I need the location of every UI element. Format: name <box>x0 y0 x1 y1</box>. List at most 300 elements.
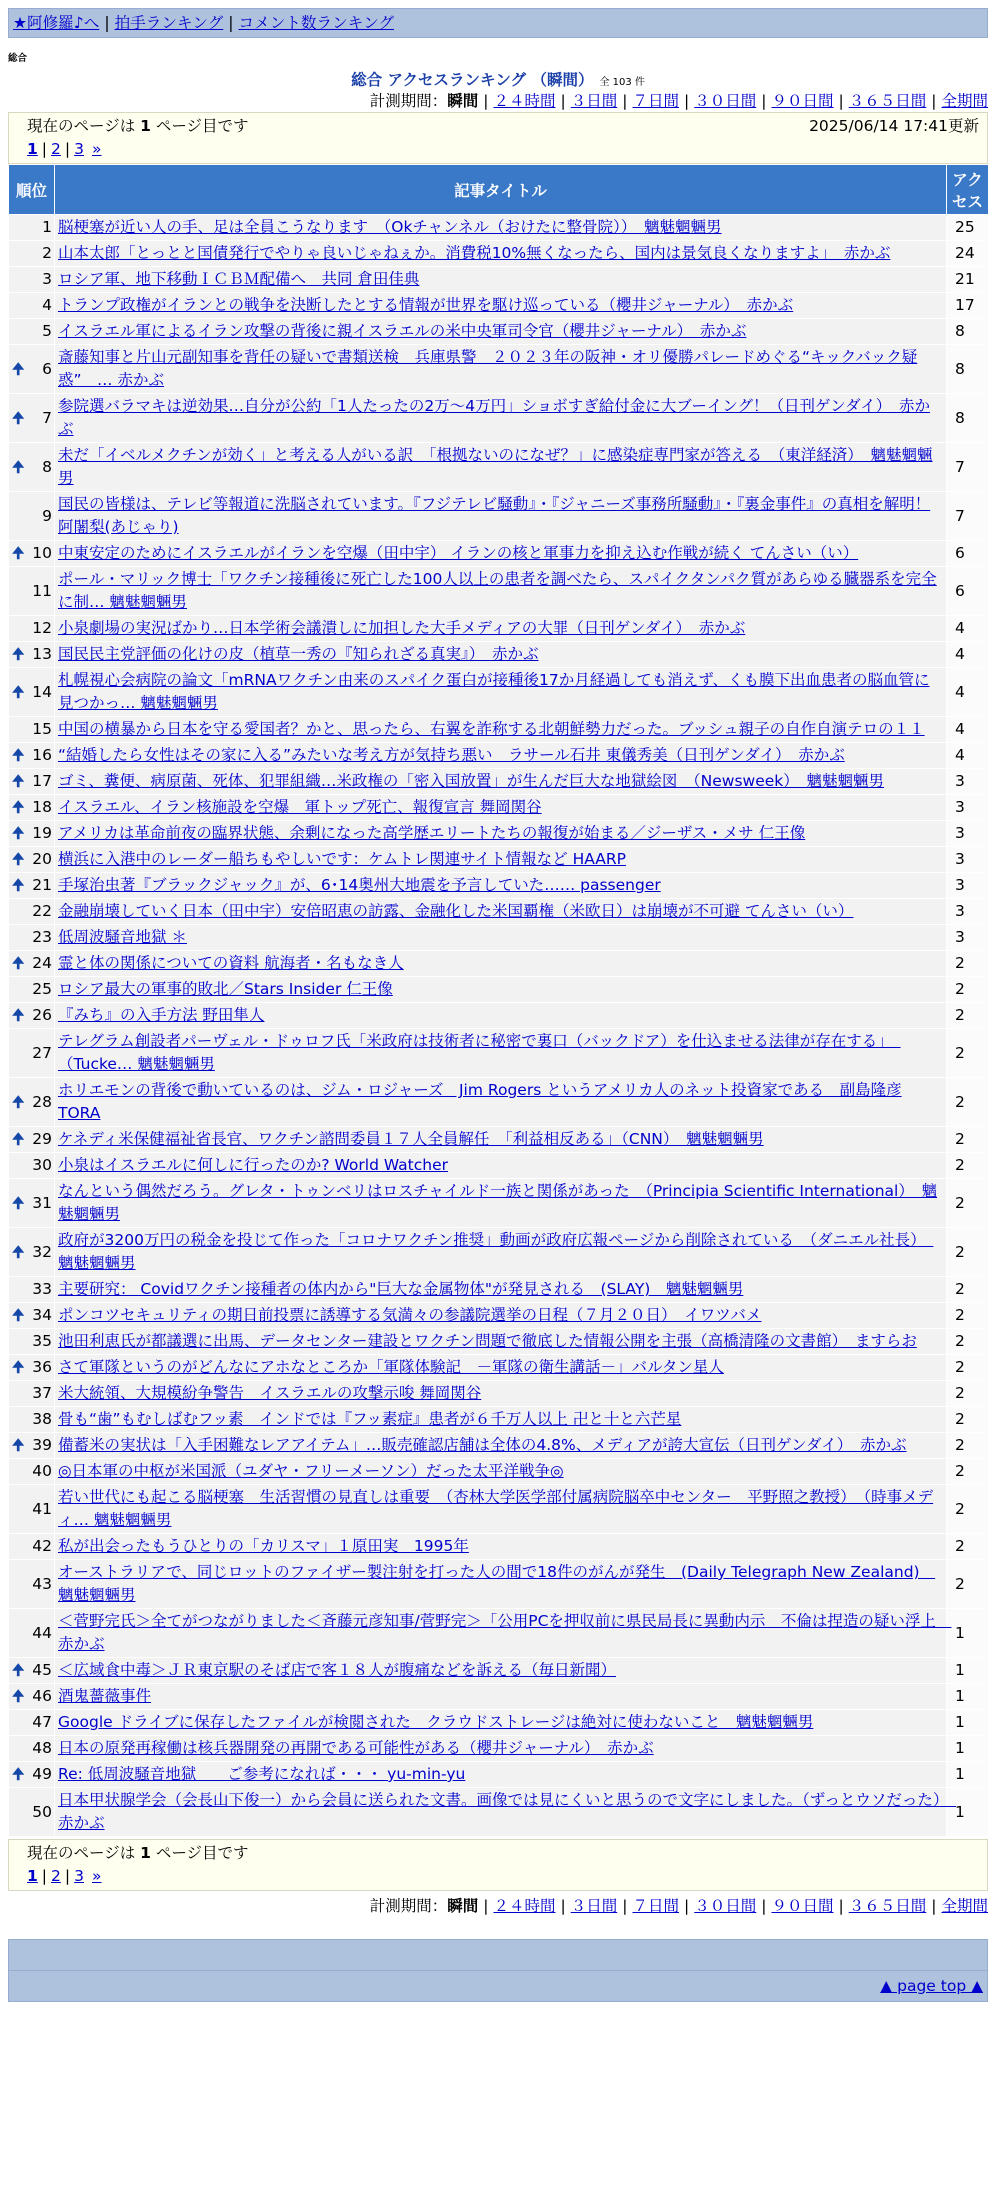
rank-number: 37 <box>32 1384 52 1402</box>
rank-cell <box>9 795 55 821</box>
rank-number: 1 <box>42 218 52 236</box>
title-cell <box>55 821 947 847</box>
rank-cell <box>9 215 55 241</box>
title-cell <box>55 1560 947 1609</box>
title-cell <box>55 1153 947 1179</box>
table-row <box>9 1381 989 1407</box>
table-row <box>9 293 989 319</box>
access-count: 7 <box>947 492 989 541</box>
rank-number: 41 <box>32 1499 52 1518</box>
title-cell <box>55 492 947 541</box>
rank-number: 40 <box>32 1462 52 1480</box>
rank-up-arrow-icon: 🠉 <box>12 1130 25 1148</box>
title-cell <box>55 1127 947 1153</box>
rank-number: 18 <box>32 798 52 816</box>
rank-up-arrow-icon: 🠉 <box>12 1765 25 1783</box>
rank-up-arrow-icon: 🠉 <box>12 1661 25 1679</box>
title-cell <box>55 394 947 443</box>
title-cell <box>55 1003 947 1029</box>
period-link[interactable]: ３日間 <box>570 1897 618 1915</box>
nav-link-asyura[interactable]: ★阿修羅♪へ <box>13 14 100 32</box>
title-cell <box>55 1710 947 1736</box>
title-cell <box>55 1762 947 1788</box>
rank-number: 19 <box>32 824 52 842</box>
rank-number: 29 <box>32 1130 52 1148</box>
period-link[interactable]: ３６５日間 <box>848 92 927 110</box>
page-title-text: 総合 アクセスランキング （瞬間） <box>351 71 594 89</box>
article-link[interactable]: 低周波騒音地獄 ＊ <box>58 928 187 946</box>
rank-cell <box>9 925 55 951</box>
title-cell <box>55 1329 947 1355</box>
rank-number: 9 <box>42 506 52 525</box>
rank-up-arrow-icon: 🠉 <box>12 682 25 701</box>
table-row <box>9 717 989 743</box>
rank-cell <box>9 847 55 873</box>
rank-cell <box>9 1485 55 1534</box>
updated-timestamp: 2025/06/14 17:41更新 <box>809 117 979 135</box>
rank-cell <box>9 1029 55 1078</box>
article-link[interactable]: 中国の横暴から日本を守る愛国者？かと、思ったら、右翼を詐称する北朝鮮勢力だった。ブッシュ親子の自作自演テロの１１ <box>58 720 925 738</box>
article-link[interactable]: ホリエモンの背後で動いているのは、ジム・ロジャーズ Jim Rogers というアメリカ人のネット投資家である 副島隆彦 TORA <box>58 1081 902 1122</box>
title-cell <box>55 847 947 873</box>
article-link[interactable]: ロシア最大の軍事的敗北／Stars Insider 仁王像 <box>58 980 393 998</box>
access-count: 21 <box>947 267 989 293</box>
table-row <box>9 345 989 394</box>
period-separator: | <box>684 1897 690 1915</box>
rank-number: 25 <box>32 980 52 998</box>
period-link[interactable]: ３０日間 <box>694 1897 757 1915</box>
pagination-box-bottom <box>8 1839 988 1891</box>
access-count: 2 <box>947 1029 989 1078</box>
access-count: 2 <box>947 1534 989 1560</box>
rank-number: 27 <box>32 1043 52 1062</box>
rank-number: 42 <box>32 1537 52 1555</box>
article-link[interactable]: ポール・マリック博士「ワクチン接種後に死亡した100人以上の患者を調べたら、スパイクタンパク質があらゆる臓器系を完全に制… 魑魅魍魎男 <box>58 570 937 611</box>
rank-number: 43 <box>32 1574 52 1593</box>
access-count: 2 <box>947 1303 989 1329</box>
article-link[interactable]: ＜広域食中毒＞ＪＲ東京駅のそば店で客１８人が腹痛などを訴える（毎日新聞） <box>58 1661 617 1679</box>
pager: 1 | 2 | 3 » <box>27 1867 102 1885</box>
access-count: 3 <box>947 925 989 951</box>
title-cell <box>55 267 947 293</box>
access-count: 1 <box>947 1762 989 1788</box>
access-count: 8 <box>947 319 989 345</box>
header-title: 記事タイトル <box>55 165 947 215</box>
rank-number: 2 <box>42 244 52 262</box>
access-count: 2 <box>947 1329 989 1355</box>
table-row <box>9 1003 989 1029</box>
nav-link-clap-ranking[interactable]: 拍手ランキング <box>114 14 224 32</box>
rank-cell <box>9 977 55 1003</box>
rank-cell <box>9 642 55 668</box>
rank-number: 17 <box>32 772 52 790</box>
title-cell <box>55 616 947 642</box>
access-count: 2 <box>947 951 989 977</box>
table-row <box>9 899 989 925</box>
period-label: 計測期間： <box>369 1897 448 1915</box>
rank-up-arrow-icon: 🠉 <box>12 1306 25 1324</box>
table-row <box>9 1303 989 1329</box>
pager-current[interactable]: 1 <box>27 1867 38 1885</box>
article-link[interactable]: ◎日本軍の中枢が米国派（ユダヤ・フリーメーソン）だった太平洋戦争◎ <box>58 1462 564 1480</box>
period-link[interactable]: ２４時間 <box>493 1897 556 1915</box>
access-count: 4 <box>947 642 989 668</box>
access-count: 2 <box>947 1407 989 1433</box>
article-link[interactable]: “結婚したら女性はその家に入る”みたいな考え方が気持ち悪い ラサール石井 東儀秀美（日刊ゲンダイ） 赤かぶ <box>58 746 845 764</box>
access-count: 3 <box>947 795 989 821</box>
period-link[interactable]: 全期間 <box>941 92 988 110</box>
article-link[interactable]: なんという偶然だろう。グレタ・トゥンベリはロスチャイルド一族と関係があった （Principia Scientific International） 魑魅魍魎男 <box>58 1182 938 1223</box>
period-separator: | <box>560 1897 566 1915</box>
rank-number: 47 <box>32 1713 52 1731</box>
rank-up-arrow-icon: 🠉 <box>12 645 25 663</box>
title-cell <box>55 642 947 668</box>
table-row <box>9 1277 989 1303</box>
title-cell <box>55 717 947 743</box>
access-count: 6 <box>947 541 989 567</box>
rank-number: 38 <box>32 1410 52 1428</box>
access-count: 8 <box>947 394 989 443</box>
table-row <box>9 1228 989 1277</box>
rank-up-arrow-icon: 🠉 <box>12 824 25 842</box>
rank-number: 20 <box>32 850 52 868</box>
article-link[interactable]: 私が出会ったもうひとりの「カリスマ」１原田実 1995年 <box>58 1537 469 1555</box>
breadcrumb: 総合 <box>8 53 28 64</box>
period-separator: | <box>560 92 566 110</box>
rank-number: 30 <box>32 1156 52 1174</box>
rank-up-arrow-icon: 🠉 <box>12 876 25 894</box>
table-row <box>9 1459 989 1485</box>
article-link[interactable]: Re: 低周波騒音地獄 ご参考になれば・・・ yu-min-yu <box>58 1765 466 1783</box>
rank-up-arrow-icon: 🠉 <box>12 798 25 816</box>
title-cell <box>55 567 947 616</box>
nav-link-comment-ranking[interactable]: コメント数ランキング <box>238 14 395 32</box>
title-cell <box>55 1303 947 1329</box>
rank-number: 24 <box>32 954 52 972</box>
pager-next[interactable]: » <box>92 1867 102 1885</box>
period-link[interactable]: ７日間 <box>632 92 679 110</box>
rank-number: 32 <box>32 1242 52 1261</box>
article-link[interactable]: 国民の皆様は、テレビ等報道に洗脳されています。『フジテレビ騒動』・『ジャニーズ事務所騒動』・『裏金事件』の真相を解明！ 阿闍梨(あじゃり) <box>58 495 931 536</box>
article-link[interactable]: 中東安定のためにイスラエルがイランを空爆（田中宇） イランの核と軍事力を抑え込む作戦が続く てんさい（い） <box>58 544 859 562</box>
article-link[interactable]: ゴミ、糞便、病原菌、死体、犯罪組織…米政権の「密入国放置」が生んだ巨大な地獄絵図 （Newsweek） 魑魅魍魎男 <box>58 772 884 790</box>
access-count: 25 <box>947 215 989 241</box>
period-current: 瞬間 <box>447 1897 479 1915</box>
title-cell <box>55 1658 947 1684</box>
table-row <box>9 1078 989 1127</box>
table-row <box>9 443 989 492</box>
table-row <box>9 642 989 668</box>
pager-page-2[interactable]: 2 <box>51 1867 61 1885</box>
access-count: 2 <box>947 1228 989 1277</box>
pager-page-3[interactable]: 3 <box>74 140 85 158</box>
access-count: 2 <box>947 1355 989 1381</box>
access-count: 2 <box>947 1433 989 1459</box>
period-selector-top <box>8 90 988 112</box>
article-link[interactable]: オーストラリアで、同じロットのファイザー製注射を打った人の間で18件のがんが発生 (Daily Telegraph New Zealand) 魑魅魍魎男 <box>58 1563 936 1604</box>
table-row <box>9 1762 989 1788</box>
pager-page-3[interactable]: 3 <box>74 1867 85 1885</box>
article-link[interactable]: アメリカは革命前夜の臨界状態、余剰になった高学歴エリートたちの報復が始まる／ジーザス・メサ 仁王像 <box>58 824 806 842</box>
article-link[interactable]: 札幌視心会病院の論文「mRNAワクチン由来のスパイク蛋白が接種後17か月経過しても消えず、くも膜下出血患者の脳血管に見つかっ… 魑魅魍魎男 <box>58 671 930 712</box>
article-link[interactable]: ロシア軍、地下移動ＩＣＢＭ配備へ 共同 倉田佳典 <box>58 270 420 288</box>
article-link[interactable]: 斎藤知事と片山元副知事を背任の疑いで書類送検 兵庫県警 ２０２３年の阪神・オリ優勝パレードめぐる“キックバック疑惑” … 赤かぶ <box>58 348 918 389</box>
rank-up-arrow-icon: 🠉 <box>12 1193 25 1212</box>
rank-cell <box>9 1658 55 1684</box>
period-separator: | <box>761 92 767 110</box>
table-row <box>9 1736 989 1762</box>
article-link[interactable]: ＜菅野完氏＞全てがつながりました＜斉藤元彦知事/菅野完＞「公用PCを押収前に県民局長に異動内示 不倫は捏造の疑い浮上 赤かぶ <box>58 1612 952 1653</box>
table-row <box>9 1788 989 1837</box>
rank-cell <box>9 293 55 319</box>
rank-up-arrow-icon: 🠉 <box>12 1436 25 1454</box>
rank-up-arrow-icon: 🠉 <box>12 1242 25 1261</box>
table-row <box>9 873 989 899</box>
title-cell <box>55 977 947 1003</box>
item-count: 全 103 件 <box>599 77 645 88</box>
rank-number: 21 <box>32 876 52 894</box>
page-top-link[interactable]: ▲ page top ▲ <box>880 1977 983 1995</box>
title-cell <box>55 1407 947 1433</box>
article-link[interactable]: 小泉劇場の実況ばかり…日本学術会議潰しに加担した大手メディアの大罪（日刊ゲンダイ） 赤かぶ <box>58 619 746 637</box>
table-row <box>9 925 989 951</box>
rank-cell <box>9 1381 55 1407</box>
period-selector-bottom <box>8 1895 988 1917</box>
table-row <box>9 1153 989 1179</box>
article-link[interactable]: 金融崩壊していく日本（田中宇）安倍昭恵の訪露、金融化した米国覇権（米欧日）は崩壊が不可避 てんさい（い） <box>58 902 854 920</box>
rank-cell <box>9 951 55 977</box>
rank-cell <box>9 1534 55 1560</box>
rank-cell <box>9 1003 55 1029</box>
access-count: 2 <box>947 1381 989 1407</box>
access-count: 1 <box>947 1710 989 1736</box>
period-separator: | <box>684 92 690 110</box>
rank-up-arrow-icon: 🠉 <box>12 772 25 790</box>
article-link[interactable]: 参院選バラマキは逆効果…自分が公約「1人たったの2万〜4万円」ショボすぎ給付金に大ブーイング！（日刊ゲンダイ） 赤かぶ <box>58 397 931 438</box>
rank-up-arrow-icon: 🠉 <box>12 359 25 378</box>
article-link[interactable]: 若い世代にも起こる脳梗塞 生活習慣の見直しは重要 （杏林大学医学部付属病院脳卒中センター 平野照之教授） （時事メディ… 魑魅魍魎男 <box>58 1488 934 1529</box>
period-link[interactable]: ３６５日間 <box>848 1897 927 1915</box>
rank-number: 15 <box>32 720 52 738</box>
article-link[interactable]: 小泉はイスラエルに何しに行ったのか? World Watcher <box>58 1156 449 1174</box>
ranking-table <box>8 164 989 1837</box>
rank-up-arrow-icon: 🠉 <box>12 1092 25 1111</box>
access-count: 2 <box>947 1179 989 1228</box>
rank-number: 26 <box>32 1006 52 1024</box>
pager: 1 | 2 | 3 » <box>27 140 102 158</box>
rank-up-arrow-icon: 🠉 <box>12 850 25 868</box>
rank-number: 6 <box>42 359 52 378</box>
rank-cell <box>9 1433 55 1459</box>
title-cell <box>55 293 947 319</box>
article-link[interactable]: 日本の原発再稼働は核兵器開発の再開である可能性がある（櫻井ジャーナル） 赤かぶ <box>58 1739 654 1757</box>
title-cell <box>55 1788 957 1837</box>
rank-cell <box>9 1407 55 1433</box>
article-link[interactable]: 主要研究： Covidワクチン接種者の体内から"巨大な金属物体"が発見される (SLAY) 魑魅魍魎男 <box>58 1280 744 1298</box>
article-link[interactable]: 『みち』の入手方法 野田隼人 <box>58 1006 265 1024</box>
title-cell <box>55 1381 947 1407</box>
article-link[interactable]: 政府が3200万円の税金を投じて作った「コロナワクチン推奨」動画が政府広報ページから削除されている （ダニエル社長） 魑魅魍魎男 <box>58 1231 934 1272</box>
article-link[interactable]: イスラエル軍によるイラン攻撃の背後に親イスラエルの米中央軍司令官（櫻井ジャーナル） 赤かぶ <box>58 322 747 340</box>
access-count: 24 <box>947 241 989 267</box>
title-cell <box>55 1029 947 1078</box>
rank-cell <box>9 717 55 743</box>
top-nav-bar <box>8 8 988 38</box>
rank-number: 7 <box>42 408 52 427</box>
rank-cell <box>9 616 55 642</box>
nav-separator: | <box>104 14 110 32</box>
header-access: アクセス <box>947 165 989 215</box>
table-row <box>9 847 989 873</box>
article-link[interactable]: 山本太郎「とっとと国債発行でやりゃ良いじゃねぇか。消費税10%無くなったら、国内は景気良くなりますよ」 赤かぶ <box>58 244 891 262</box>
rank-cell <box>9 1560 55 1609</box>
rank-cell <box>9 492 55 541</box>
article-link[interactable]: 未だ「イベルメクチンが効く」と考える人がいる訳 「根拠ないのになぜ？」に感染症専門家が答える （東洋経済） 魑魅魍魎男 <box>58 446 933 487</box>
table-row <box>9 616 989 642</box>
access-count: 2 <box>947 1078 989 1127</box>
rank-cell <box>9 267 55 293</box>
title-cell <box>55 541 947 567</box>
rank-number: 34 <box>32 1306 52 1324</box>
period-link[interactable]: ３日間 <box>570 92 618 110</box>
article-link[interactable]: 国民民主党評価の化けの皮（植草一秀の『知られざる真実』） 赤かぶ <box>58 645 539 663</box>
table-row <box>9 1029 989 1078</box>
table-row <box>9 821 989 847</box>
article-link[interactable]: 池田利恵氏が都議選に出馬、データセンター建設とワクチン問題で徹底した情報公開を主張（高橋清隆の文書館） ますらお <box>58 1332 917 1350</box>
rank-number: 14 <box>32 682 52 701</box>
rank-up-arrow-icon: 🠉 <box>12 1006 25 1024</box>
table-row <box>9 668 989 717</box>
article-link[interactable]: ポンコツセキュリティの期日前投票に誘導する気満々の参議院選挙の日程（７月２０日） イワツバメ <box>58 1306 762 1324</box>
rank-number: 46 <box>32 1687 52 1705</box>
article-link[interactable]: トランプ政権がイランとの戦争を決断したとする情報が世界を駆け巡っている（櫻井ジャーナル） 赤かぶ <box>58 296 794 314</box>
rank-cell <box>9 1078 55 1127</box>
article-link[interactable]: 備蓄米の実状は「入手困難なレアアイテム」…販売確認店舗は全体の4.8%、メディアが誇大宣伝（日刊ゲンダイ） 赤かぶ <box>58 1436 907 1454</box>
access-count: 2 <box>947 1127 989 1153</box>
title-cell <box>55 1485 947 1534</box>
rank-number: 36 <box>32 1358 52 1376</box>
table-row <box>9 541 989 567</box>
rank-number: 49 <box>32 1765 52 1783</box>
rank-cell <box>9 769 55 795</box>
article-link[interactable]: 脳梗塞が近い人の手、足は全員こうなります （Okチャンネル（おけたに整骨院）） 魑魅魍魎男 <box>58 218 722 236</box>
rank-cell <box>9 394 55 443</box>
period-link[interactable]: ３０日間 <box>694 92 757 110</box>
title-cell <box>55 873 947 899</box>
access-count: 1 <box>947 1658 989 1684</box>
table-row <box>9 769 989 795</box>
article-link[interactable]: ケネディ米保健福祉省長官、ワクチン諮問委員１７人全員解任 「利益相反ある」（CNN） 魑魅魍魎男 <box>58 1130 764 1148</box>
pager-next[interactable]: » <box>92 140 102 158</box>
access-count: 2 <box>947 1153 989 1179</box>
rank-cell <box>9 1609 55 1658</box>
period-link[interactable]: 全期間 <box>941 1897 988 1915</box>
rank-cell <box>9 821 55 847</box>
article-link[interactable]: イスラエル、イラン核施設を空爆 軍トップ死亡、報復宣言 舞岡関谷 <box>58 798 542 816</box>
rank-cell <box>9 567 55 616</box>
access-count: 8 <box>947 345 989 394</box>
period-current: 瞬間 <box>447 92 479 110</box>
access-count: 4 <box>947 717 989 743</box>
article-link[interactable]: 米大統領、大規模紛争警告 イスラエルの攻撃示唆 舞岡関谷 <box>58 1384 482 1402</box>
period-link[interactable]: ９０日間 <box>771 92 834 110</box>
table-row <box>9 977 989 1003</box>
rank-cell <box>9 1277 55 1303</box>
article-link[interactable]: 骨も“歯”もむしばむフッ素 インドでは『フッ素症』患者が６千万人以上 卍と十と六芒星 <box>58 1410 682 1428</box>
article-link[interactable]: 酒鬼薔薇事件 <box>58 1687 152 1705</box>
table-row <box>9 743 989 769</box>
access-count: 7 <box>947 443 989 492</box>
rank-cell <box>9 443 55 492</box>
article-link[interactable]: さて軍隊というのがどんなにアホなところか「軍隊体験記 －軍隊の衛生講話－」バルタン星人 <box>58 1358 724 1376</box>
rank-cell <box>9 1736 55 1762</box>
title-cell <box>55 899 947 925</box>
pager-page-2[interactable]: 2 <box>51 140 61 158</box>
period-link[interactable]: ９０日間 <box>771 1897 834 1915</box>
access-count: 2 <box>947 1560 989 1609</box>
article-link[interactable]: 霊と体の関係についての資料 航海者・名もなき人 <box>58 954 404 972</box>
rank-cell <box>9 1762 55 1788</box>
rank-number: 44 <box>32 1623 52 1642</box>
period-link[interactable]: ７日間 <box>632 1897 679 1915</box>
article-link[interactable]: 日本甲状腺学会（会長山下俊一）から会員に送られた文書。画像では見にくいと思うので文字にしました。（ずっとウソだった） 赤かぶ <box>58 1791 957 1832</box>
title-cell <box>55 443 947 492</box>
rank-cell <box>9 743 55 769</box>
rank-cell <box>9 1684 55 1710</box>
title-cell <box>55 743 947 769</box>
rank-number: 33 <box>32 1280 52 1298</box>
title-cell <box>55 1609 952 1658</box>
table-row <box>9 492 989 541</box>
period-separator: | <box>483 1897 489 1915</box>
rank-number: 11 <box>32 581 52 600</box>
title-cell <box>55 1534 947 1560</box>
title-cell <box>55 1179 947 1228</box>
title-cell <box>55 241 947 267</box>
rank-up-arrow-icon: 🠉 <box>12 408 25 427</box>
access-count: 4 <box>947 616 989 642</box>
period-separator: | <box>931 1897 937 1915</box>
article-link[interactable]: Google ドライブに保存したファイルが検閲された クラウドストレージは絶対に使わないこと 魑魅魍魎男 <box>58 1713 814 1731</box>
article-link[interactable]: 横浜に入港中のレーダー船ちもやしいです：ケムトレ関連サイト情報など HAARP <box>58 850 626 868</box>
rank-cell <box>9 1355 55 1381</box>
rank-cell <box>9 1127 55 1153</box>
pager-current[interactable]: 1 <box>27 140 38 158</box>
rank-cell <box>9 1788 55 1837</box>
rank-cell <box>9 1329 55 1355</box>
rank-up-arrow-icon: 🠉 <box>12 1687 25 1705</box>
article-link[interactable]: テレグラム創設者パーヴェル・ドゥロフ氏「米政府は技術者に秘密で裏口（バックドア）を仕込ませる法律が存在する」 （Tucke… 魑魅魍魎男 <box>58 1032 901 1073</box>
rank-cell <box>9 1303 55 1329</box>
title-cell <box>55 1277 947 1303</box>
table-row <box>9 1433 989 1459</box>
table-row <box>9 1534 989 1560</box>
table-row <box>9 567 989 616</box>
rank-number: 12 <box>32 619 52 637</box>
rank-number: 5 <box>42 322 52 340</box>
access-count: 3 <box>947 873 989 899</box>
period-link[interactable]: ２４時間 <box>493 92 556 110</box>
header-rank: 順位 <box>9 165 55 215</box>
rank-cell <box>9 1710 55 1736</box>
access-count: 3 <box>947 821 989 847</box>
access-count: 17 <box>947 293 989 319</box>
rank-number: 50 <box>32 1802 52 1821</box>
article-link[interactable]: 手塚治虫著『ブラックジャック』が、6･14奥州大地震を予言していた…… passenger <box>58 876 661 894</box>
access-count: 1 <box>947 1788 989 1837</box>
table-row <box>9 1127 989 1153</box>
rank-up-arrow-icon: 🠉 <box>12 954 25 972</box>
